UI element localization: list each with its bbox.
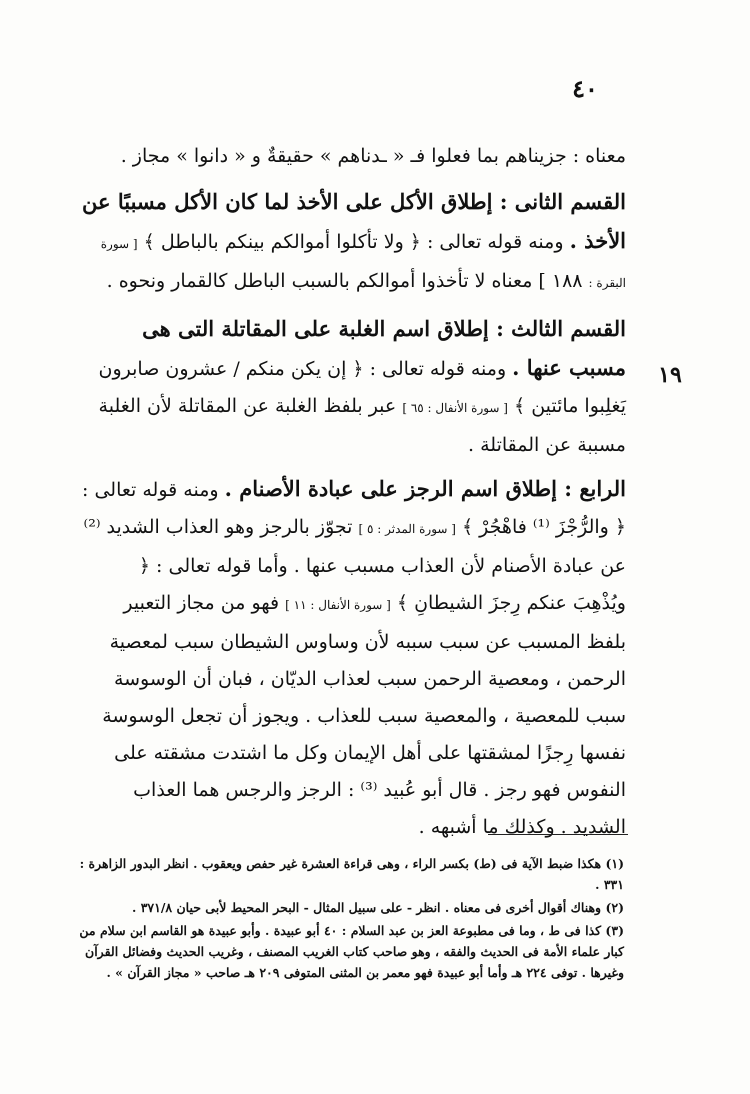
section-3-ref: [ سورة الأنفال : ٦٥ ] [402,401,508,415]
section-2-text-b: ١٨٨ ] معناه لا تأخذوا أموالكم بالسبب الباطل كالقمار ونحوه . [106,270,583,292]
footnotes [74,853,624,983]
section-3-heading: القسم الثالث : إطلاق اسم الغلبة على المقاتلة التى هى مسبب عنها . [142,316,626,380]
section-2 [80,183,626,302]
section-4-heading: الرابع : إطلاق اسم الرجز على عبادة الأصنام . [224,476,626,501]
footnote-divider [488,834,628,835]
main-text [80,138,626,846]
paragraph-1: معناه : جزيناهم بما فعلوا فـ « ـدناهم » حقيقةٌ و « دانوا » مجاز . [120,145,626,167]
section-4-text-b: تجوّز بالرجز وهو العذاب الشديد ⁽²⁾ عن عبادة الأصنام لأن العذاب مسبب عنها . وأما قوله تعالى : ﴿ ويُذْهِبَ عنكم رِجزَ الشيطانِ ﴾ [83,516,626,614]
page-number: ٤٠ [572,74,598,103]
section-2-text-a: ومنه قوله تعالى : ﴿ ولا تأكلوا أموالكم بينكم بالباطل ﴾ [143,231,564,253]
section-3-text-b: عبر بلفظ الغلبة عن المقاتلة لأن الغلبة مسببة عن المقاتلة . [98,395,626,456]
section-2-ref: [ سورة البقرة : [100,237,626,290]
margin-marker: ١٩ [658,362,682,388]
section-3 [80,310,626,464]
section-4-text-c: فهو من مجاز التعبير بلفظ المسبب عن سبب سببه لأن وساوس الشيطان سبب لمعصية الرحمن ، ومعصية الرحمن سبب لعذاب الديّان ، فبان أن الوسوسة سبب للمعصية ، والمعصية سبب للعذاب . ويجوز أن تجعل الوسوسة نفسها رِجزًا لمشقتها على أهل الإيمان وكل ما اشتدت مشقته على النفوس فهو رجز . قال أبو عُبيد ⁽³⁾ : الرجز والرجس هما العذاب الشديد . وكذلك ما أشبهه . [102,592,626,838]
section-2-heading: القسم الثانى : إطلاق الأكل على الأخذ لما كان الأكل مسببًا عن الأخذ . [82,189,626,253]
footnote-1: (١) هكذا ضبط الآية فى (ط) بكسر الراء ، وهى قراءة العشرة غير حفص ويعقوب . انظر البدور الزاهرة : ٣٣١ . [79,856,624,892]
section-4 [80,470,626,846]
section-4-ref-2: [ سورة الأنفال : ١١ ] [285,598,391,612]
footnote-2: (٢) وهناك أقوال أخرى فى معناه . انظر - على سبيل المثال - البحر المحيط لأبى حيان ٣٧١/٨ . [131,900,624,915]
footnote-3: (٣) كذا فى ط ، وما فى مطبوعة العز بن عبد السلام : ٤٠ أبو عبيدة . وأبو عبيدة هو القاسم ابن سلام من كبار علماء الأمة فى الحديث والفقه ، وهو صاحب كتاب الغريب المصنف ، وغريب الحديث وفضائل القرآن وغيرها . توفى ٢٢٤ هـ وأما أبو عبيدة فهو معمر بن المثنى المتوفى ٢٠٩ هـ صاحب « مجاز القرآن » . [79,923,624,980]
section-3-text-a: ومنه قوله تعالى : ﴿ إن يكن منكم / عشرون صابرون يَغلِبوا مائتين ﴾ [98,358,626,417]
section-4-ref-1: [ سورة المدثر : ٥ ] [358,522,456,536]
section-4-text-a: ومنه قوله تعالى : ﴿ والرُّجْزَ ⁽¹⁾ فاهْجُرْ ﴾ [82,479,626,538]
